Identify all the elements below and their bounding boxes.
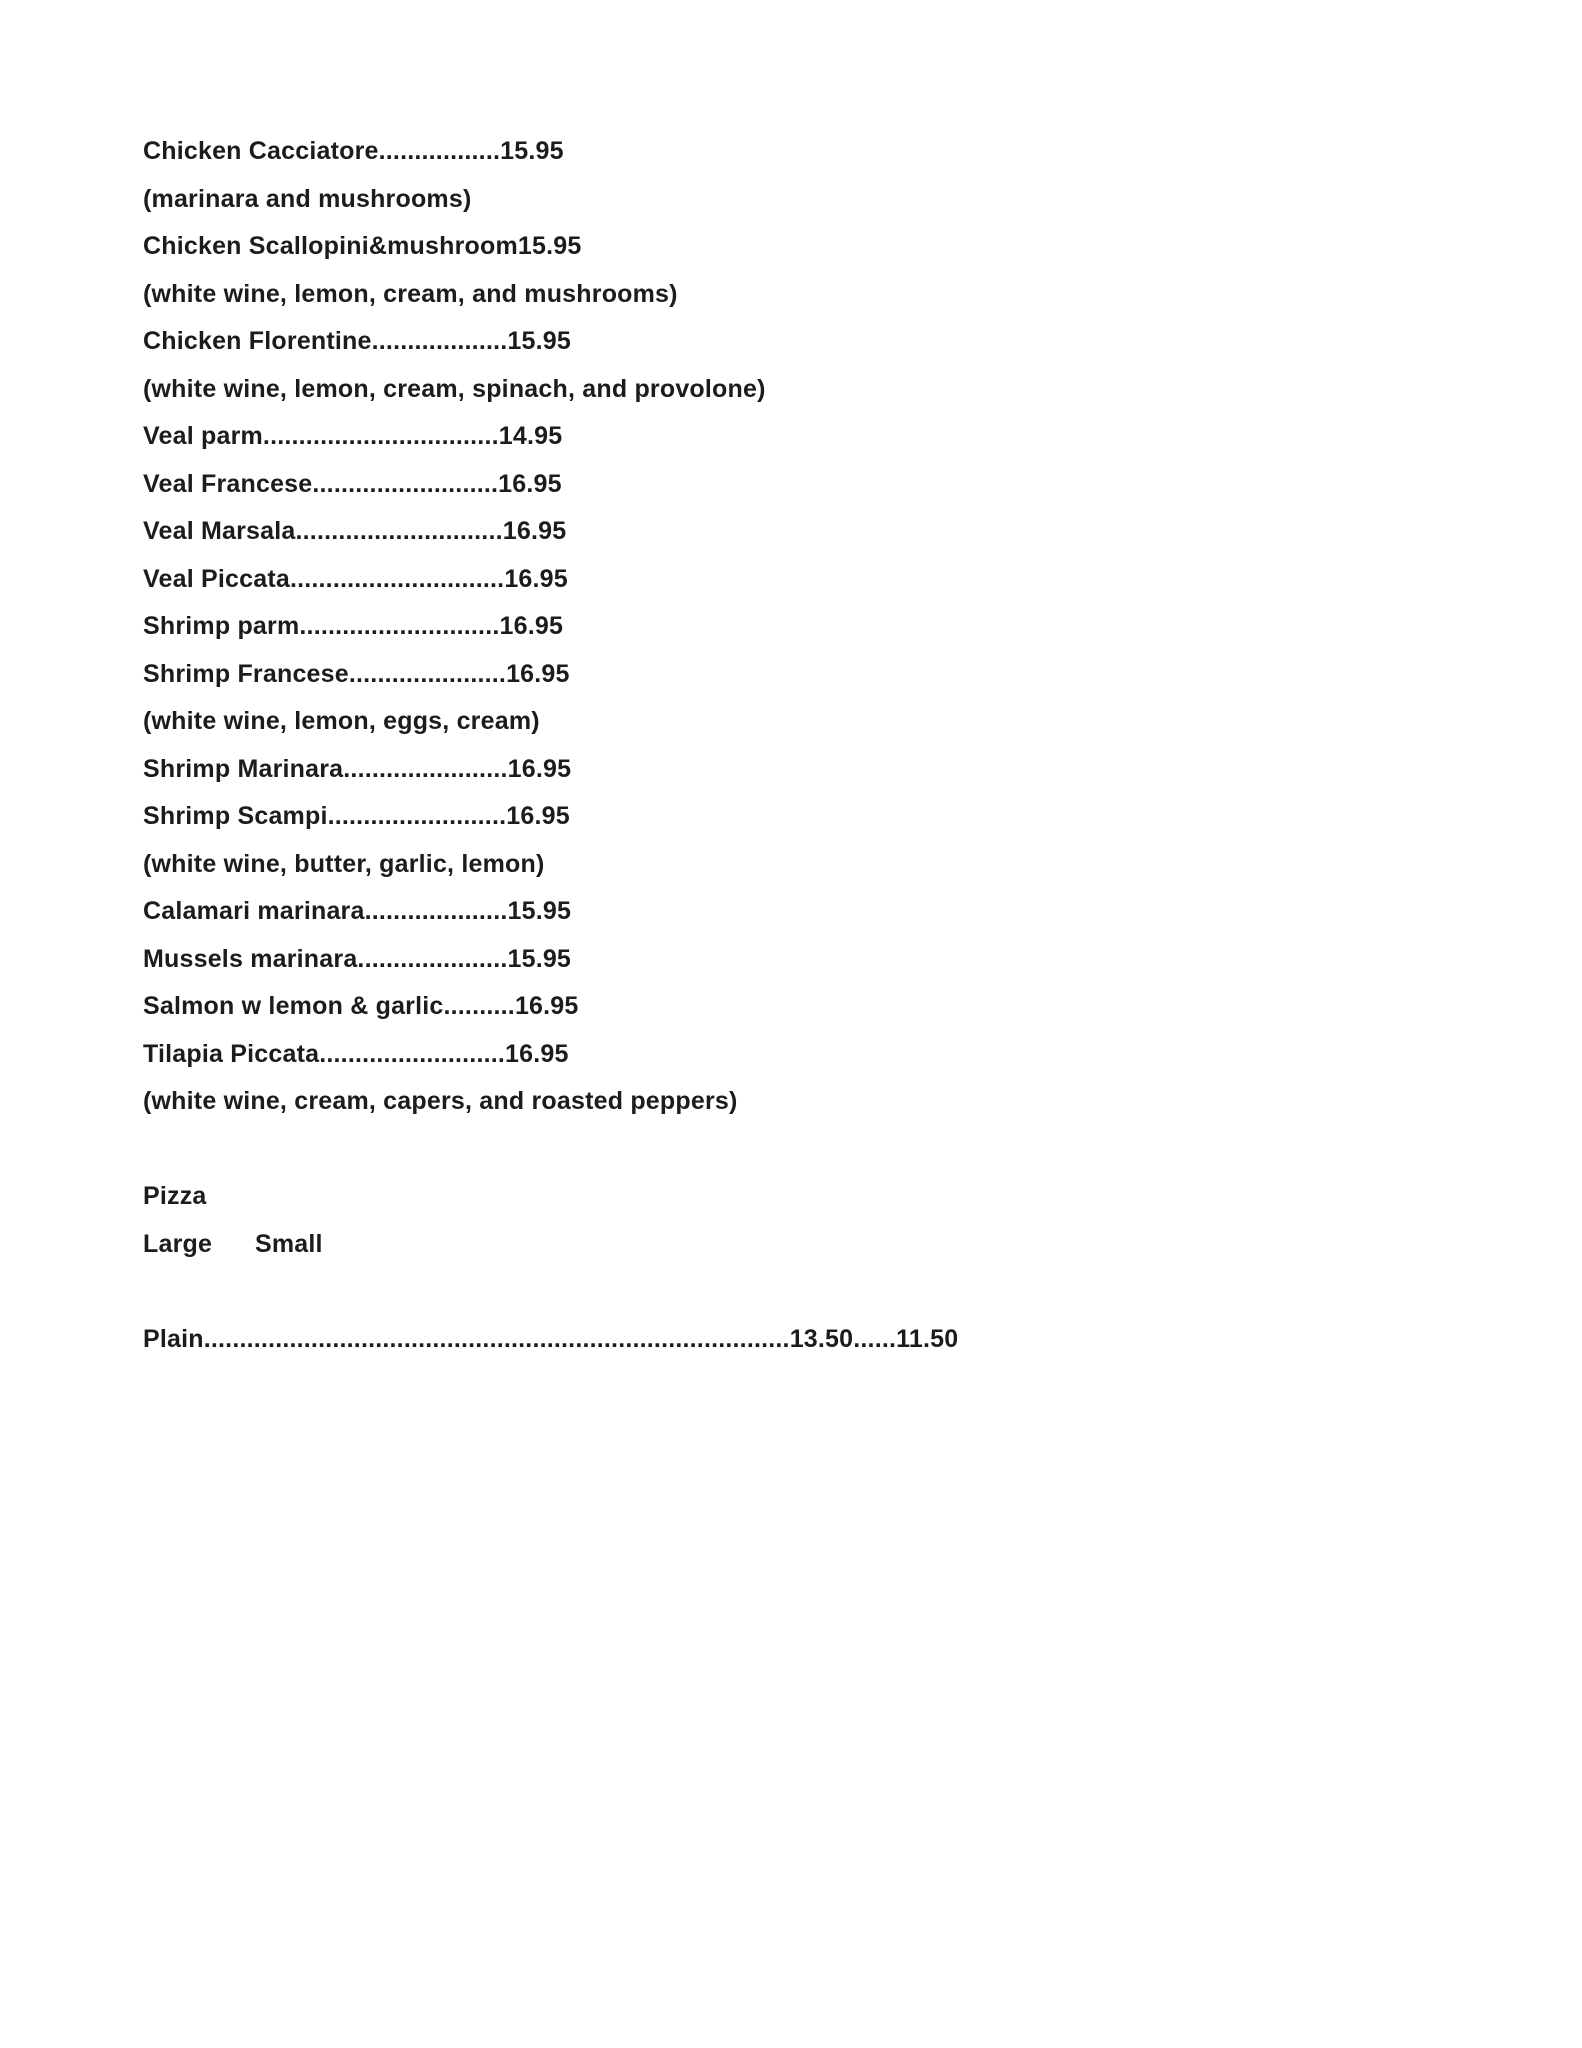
menu-item-chicken-scallopini: Chicken Scallopini&mushroom15.95 [143,232,582,260]
menu-item-veal-francese: Veal Francese..........................16.95 [143,469,562,498]
size-header-large-small: Large Small [143,1229,323,1258]
menu-item-shrimp-francese: Shrimp Francese......................16.95 [143,659,570,688]
section-title-pizza: Pizza [143,1182,207,1210]
menu-item-shrimp-parm: Shrimp parm............................16.95 [143,612,564,640]
menu-item-veal-piccata: Veal Piccata..............................16.95 [143,564,568,593]
menu-item-chicken-florentine: Chicken Florentine...................15.95 [143,327,571,355]
menu-item-salmon: Salmon w lemon & garlic..........16.95 [143,992,579,1020]
menu-item-chicken-cacciatore: Chicken Cacciatore.................15.95 [143,137,564,165]
item-description: (marinara and mushrooms) [143,184,472,213]
blank-line [143,1126,1522,1174]
item-description: (white wine, butter, garlic, lemon) [143,849,545,878]
menu-item-veal-parm: Veal parm.................................14.95 [143,422,563,450]
menu-item-mussels-marinara: Mussels marinara.....................15.95 [143,944,572,973]
item-description: (white wine, lemon, cream, spinach, and provolone) [143,374,766,403]
menu-item-shrimp-marinara: Shrimp Marinara.......................16.95 [143,754,572,783]
menu-item-plain-pizza: Plain..................................................................................13.50......11.50 [143,1324,959,1353]
item-description: (white wine, cream, capers, and roasted peppers) [143,1087,738,1115]
blank-line [143,1268,1522,1316]
menu-item-tilapia-piccata: Tilapia Piccata..........................16.95 [143,1039,569,1068]
item-description: (white wine, lemon, eggs, cream) [143,707,540,735]
item-description: (white wine, lemon, cream, and mushrooms) [143,279,678,308]
menu-item-shrimp-scampi: Shrimp Scampi.........................16.95 [143,802,570,830]
menu-lines [143,128,1522,1363]
menu-item-calamari-marinara: Calamari marinara....................15.95 [143,897,572,925]
menu-item-veal-marsala: Veal Marsala.............................16.95 [143,517,567,545]
